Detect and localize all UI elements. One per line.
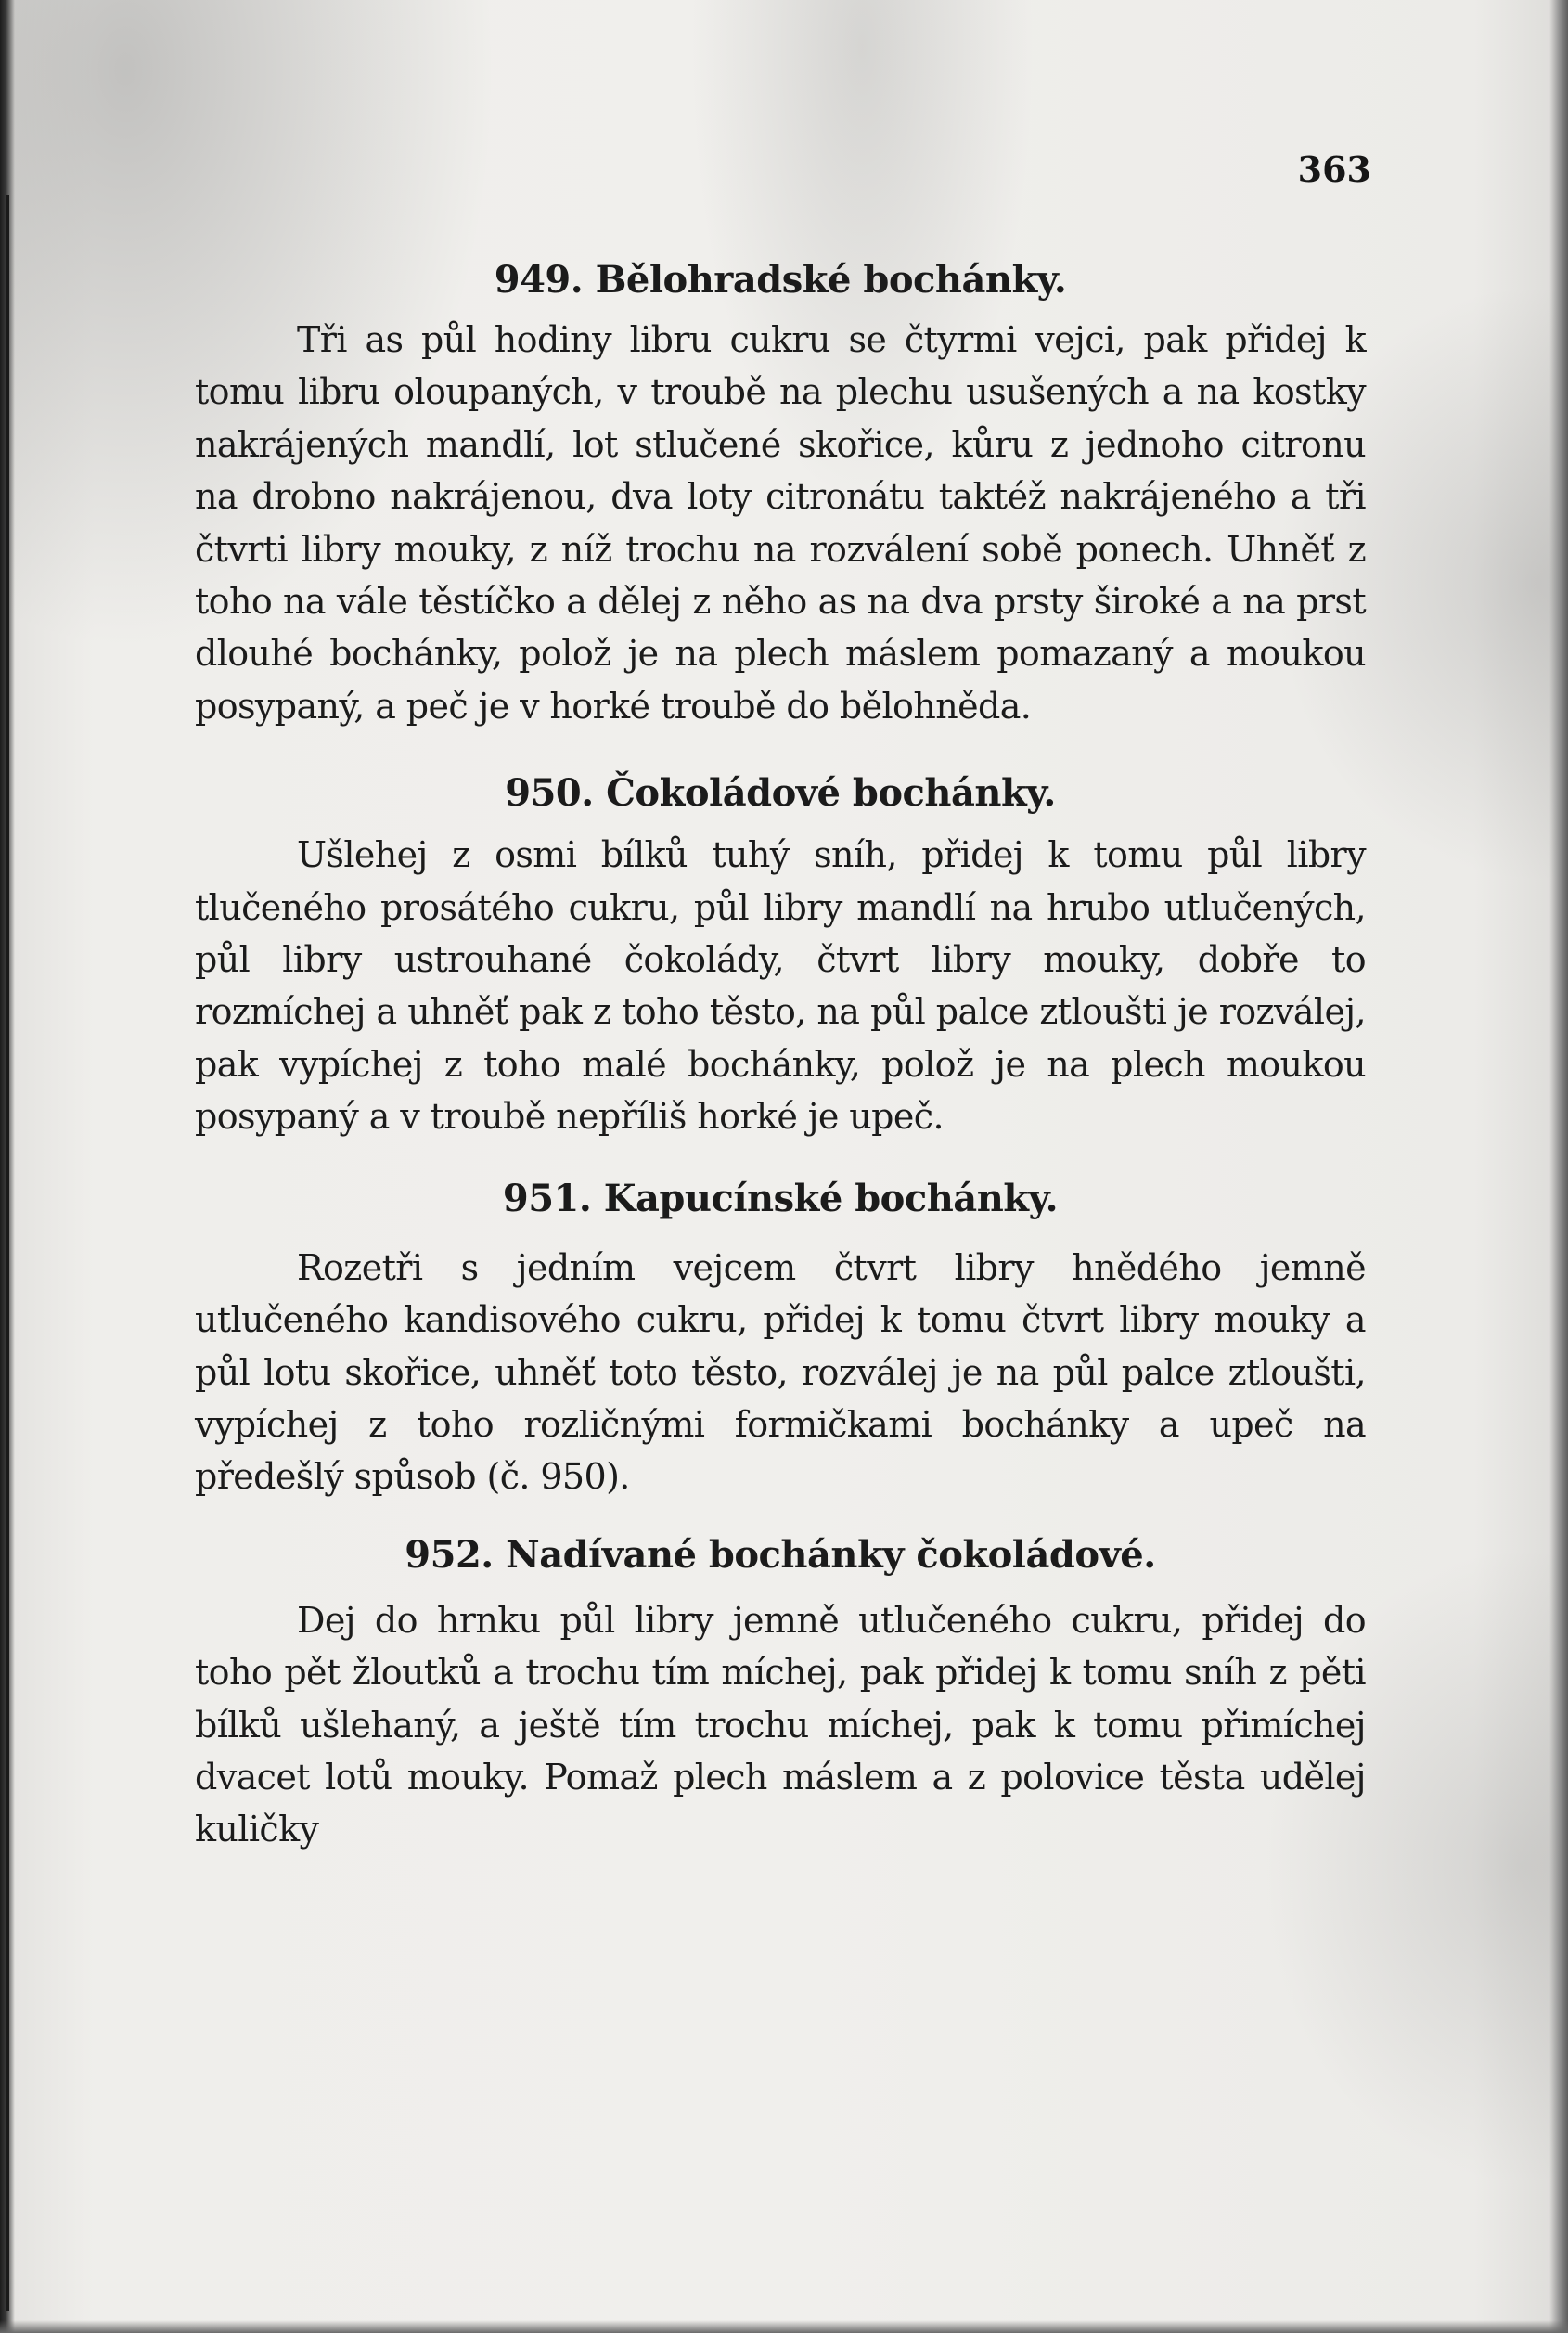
page-content xyxy=(195,252,1366,1856)
recipe-text: Dej do hrnku půl libry jemně utlučeného cukru, přidej do toho pět žloutků a trochu tím míchej, pak přidej k tomu sníh z pěti bílků ušlehaný, a ještě tím trochu míchej, pak k tomu přimíchej dvacet lotů mouky. Pomaž plech máslem a z polovice těsta udělej kuličky xyxy=(195,1599,1366,1850)
recipe-heading: 949. Bělohradské bochánky. xyxy=(494,258,1067,302)
recipe-section-951 xyxy=(195,1171,1366,1503)
recipe-heading: 950. Čokoládové bochánky. xyxy=(505,771,1056,816)
recipe-section-950 xyxy=(195,766,1366,1142)
recipe-section-949 xyxy=(195,252,1366,732)
recipe-text: Tři as půl hodiny libru cukru se čtyrmi vejci, pak přidej k tomu libru oloupaných, v troubě na plechu usušených a na kostky nakrájených mandlí, lot stlučené skořice, kůru z jednoho citronu na drobno nakrájenou, dva loty citronátu taktéž nakrájeného a tři čtvrti libry mouky, z níž trochu na rozválení sobě ponech. Uhněť z toho na vále těstíčko a dělej z něho as na dva prsty široké a na prst dlouhé bochánky, polož je na plech máslem pomazaný a moukou posypaný, a peč je v horké troubě do bělohněda. xyxy=(195,319,1366,727)
page-right-shadow xyxy=(1549,0,1568,2333)
page-bottom-shadow xyxy=(0,2320,1568,2333)
recipe-heading: 952. Nadívané bochánky čokoládové. xyxy=(405,1532,1156,1577)
recipe-heading: 951. Kapucínské bochánky. xyxy=(502,1176,1059,1220)
page-number: 363 xyxy=(1297,148,1371,190)
recipe-text: Ušlehej z osmi bílků tuhý sníh, přidej k tomu půl libry tlučeného prosátého cukru, půl libry mandlí na hrubo utlučených, půl libry ustrouhané čokolády, čtvrt libry mouky, dobře to rozmíchej a uhněť pak z toho těsto, na půl palce ztloušti je rozválej, pak vypíchej z toho malé bochánky, polož je na plech moukou posypaný a v troubě nepříliš horké je upeč. xyxy=(195,834,1366,1138)
recipe-section-952 xyxy=(195,1527,1366,1856)
recipe-text: Rozetři s jedním vejcem čtvrt libry hnědého jemně utlučeného kandisového cukru, přidej k tomu čtvrt libry mouky a půl lotu skořice, uhněť toto těsto, rozválej je na půl palce ztloušti, vypíchej z toho rozličnými formičkami bochánky a upeč na předešlý spůsob (č. 950). xyxy=(195,1246,1366,1498)
binding-edge xyxy=(6,195,9,2311)
